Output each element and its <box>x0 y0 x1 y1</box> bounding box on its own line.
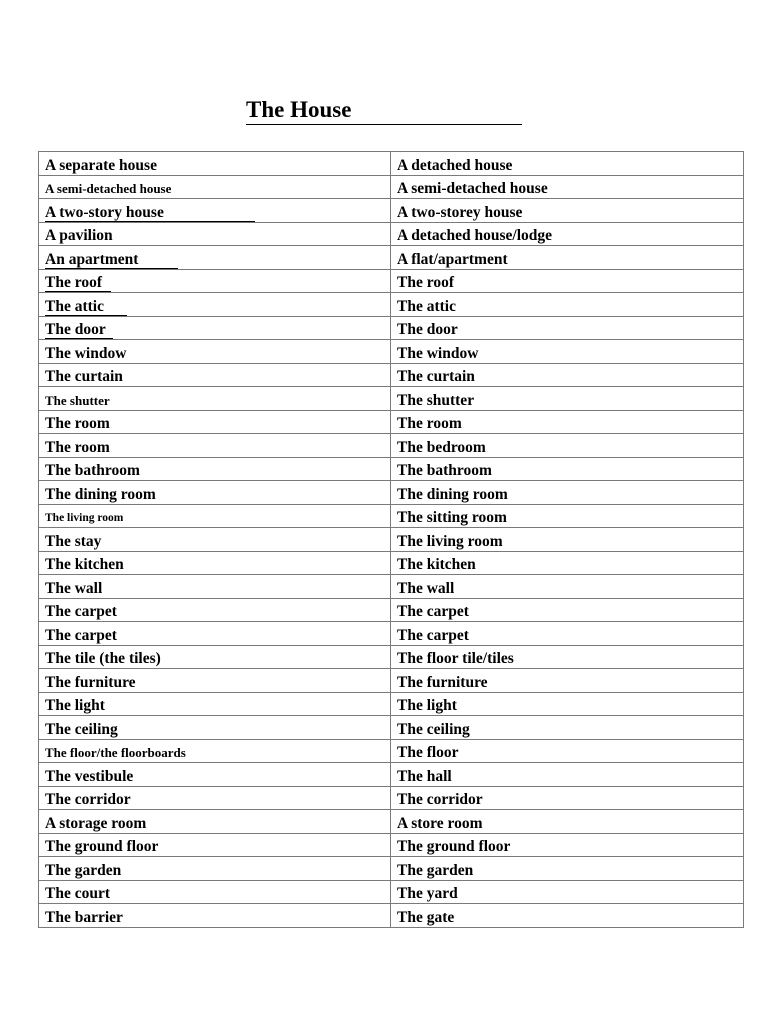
table-row <box>39 880 744 904</box>
term-text: The door <box>45 321 113 339</box>
translation-text: The living room <box>397 532 503 550</box>
table-row <box>39 739 744 763</box>
term-text: The kitchen <box>45 556 124 573</box>
translation-cell <box>391 222 744 246</box>
translation-text: The garden <box>397 861 474 879</box>
term-cell <box>39 880 391 904</box>
table-row <box>39 387 744 411</box>
term-cell <box>39 575 391 599</box>
term-cell <box>39 645 391 669</box>
translation-text: A flat/apartment <box>397 250 508 268</box>
translation-cell <box>391 152 744 176</box>
term-text: The window <box>45 344 127 362</box>
translation-text: The light <box>397 697 457 714</box>
translation-text: The ground floor <box>397 838 511 855</box>
table-row <box>39 669 744 693</box>
table-row <box>39 504 744 528</box>
translation-text: The door <box>397 321 458 338</box>
term-cell <box>39 857 391 881</box>
translation-cell <box>391 598 744 622</box>
translation-cell <box>391 363 744 387</box>
term-text: The room <box>45 415 110 432</box>
term-text: The vestibule <box>45 767 134 785</box>
table-row <box>39 833 744 857</box>
translation-text: The shutter <box>397 391 475 409</box>
table-row <box>39 786 744 810</box>
translation-text: The floor <box>397 744 459 761</box>
term-text: The ceiling <box>45 720 118 738</box>
translation-text: The sitting room <box>397 509 507 526</box>
translation-text: The yard <box>397 885 458 902</box>
term-cell <box>39 692 391 716</box>
translation-cell <box>391 528 744 552</box>
translation-cell <box>391 669 744 693</box>
translation-cell <box>391 269 744 293</box>
vocabulary-table <box>38 151 744 928</box>
term-cell <box>39 269 391 293</box>
table-row <box>39 175 744 199</box>
table-row <box>39 199 744 223</box>
page-title: The House <box>246 97 522 125</box>
table-row <box>39 810 744 834</box>
table-row <box>39 434 744 458</box>
vocabulary-rows <box>39 152 744 928</box>
term-text: The attic <box>45 298 127 316</box>
table-row <box>39 551 744 575</box>
term-cell <box>39 363 391 387</box>
table-row <box>39 481 744 505</box>
term-text: The shutter <box>45 392 110 408</box>
term-cell <box>39 598 391 622</box>
translation-text: The corridor <box>397 791 483 808</box>
term-text: The bathroom <box>45 462 140 479</box>
translation-text: A store room <box>397 814 483 832</box>
table-row <box>39 410 744 434</box>
translation-text: The ceiling <box>397 720 470 738</box>
translation-text: The furniture <box>397 673 488 691</box>
term-text: A two-story house <box>45 204 255 222</box>
term-cell <box>39 387 391 411</box>
translation-cell <box>391 880 744 904</box>
translation-text: The room <box>397 415 462 432</box>
translation-cell <box>391 692 744 716</box>
translation-text: A two-storey house <box>397 203 523 221</box>
term-text: The wall <box>45 579 103 597</box>
translation-text: The carpet <box>397 626 469 644</box>
term-text: The tile (the tiles) <box>45 650 161 667</box>
translation-cell <box>391 622 744 646</box>
translation-cell <box>391 786 744 810</box>
translation-cell <box>391 199 744 223</box>
translation-cell <box>391 246 744 270</box>
translation-cell <box>391 457 744 481</box>
term-text: The dining room <box>45 485 156 503</box>
translation-text: The bathroom <box>397 462 492 479</box>
table-row <box>39 528 744 552</box>
term-cell <box>39 152 391 176</box>
translation-text: The bedroom <box>397 438 486 456</box>
translation-cell <box>391 716 744 740</box>
table-row <box>39 457 744 481</box>
table-row <box>39 598 744 622</box>
translation-cell <box>391 904 744 928</box>
term-cell <box>39 833 391 857</box>
term-text: A separate house <box>45 156 157 174</box>
table-row <box>39 763 744 787</box>
translation-cell <box>391 387 744 411</box>
term-cell <box>39 434 391 458</box>
translation-text: The dining room <box>397 485 508 503</box>
term-cell <box>39 669 391 693</box>
term-text: The garden <box>45 861 122 879</box>
term-text: The room <box>45 438 110 456</box>
term-cell <box>39 199 391 223</box>
term-cell <box>39 786 391 810</box>
term-text: The curtain <box>45 368 123 385</box>
term-text: The light <box>45 697 105 714</box>
translation-cell <box>391 551 744 575</box>
term-text: The living room <box>45 512 124 524</box>
table-row <box>39 857 744 881</box>
translation-cell <box>391 810 744 834</box>
table-row <box>39 622 744 646</box>
translation-cell <box>391 316 744 340</box>
translation-cell <box>391 763 744 787</box>
translation-text: The floor tile/tiles <box>397 650 514 667</box>
term-cell <box>39 504 391 528</box>
term-text: The roof <box>45 274 111 292</box>
term-text: A pavilion <box>45 227 113 244</box>
translation-cell <box>391 575 744 599</box>
term-cell <box>39 551 391 575</box>
table-row <box>39 152 744 176</box>
translation-text: The hall <box>397 767 452 785</box>
term-cell <box>39 457 391 481</box>
term-text: A storage room <box>45 814 147 832</box>
term-cell <box>39 175 391 199</box>
translation-cell <box>391 645 744 669</box>
translation-text: The attic <box>397 297 456 315</box>
translation-cell <box>391 340 744 364</box>
term-text: The carpet <box>45 603 117 620</box>
term-text: The floor/the floorboards <box>45 745 186 760</box>
term-cell <box>39 316 391 340</box>
term-cell <box>39 410 391 434</box>
translation-cell <box>391 293 744 317</box>
term-text: The ground floor <box>45 838 159 855</box>
table-row <box>39 222 744 246</box>
term-cell <box>39 622 391 646</box>
term-text: An apartment <box>45 251 178 269</box>
term-cell <box>39 528 391 552</box>
table-row <box>39 692 744 716</box>
table-row <box>39 340 744 364</box>
translation-text: A detached house/lodge <box>397 227 553 244</box>
term-cell <box>39 763 391 787</box>
term-cell <box>39 340 391 364</box>
term-cell <box>39 810 391 834</box>
table-row <box>39 716 744 740</box>
translation-text: The window <box>397 344 479 362</box>
term-cell <box>39 246 391 270</box>
translation-cell <box>391 857 744 881</box>
term-cell <box>39 481 391 505</box>
term-text: The stay <box>45 532 102 550</box>
table-row <box>39 575 744 599</box>
term-cell <box>39 904 391 928</box>
table-row <box>39 363 744 387</box>
translation-text: A semi-detached house <box>397 180 548 197</box>
term-cell <box>39 222 391 246</box>
translation-cell <box>391 434 744 458</box>
table-row <box>39 246 744 270</box>
translation-text: A detached house <box>397 156 513 174</box>
table-row <box>39 316 744 340</box>
term-cell <box>39 716 391 740</box>
term-text: The furniture <box>45 673 136 691</box>
table-row <box>39 645 744 669</box>
table-row <box>39 293 744 317</box>
translation-text: The roof <box>397 274 454 291</box>
translation-text: The carpet <box>397 603 469 620</box>
translation-cell <box>391 481 744 505</box>
translation-cell <box>391 410 744 434</box>
term-cell <box>39 293 391 317</box>
translation-cell <box>391 175 744 199</box>
term-text: The barrier <box>45 908 123 926</box>
table-row <box>39 269 744 293</box>
table-row <box>39 904 744 928</box>
term-text: The corridor <box>45 791 131 808</box>
translation-cell <box>391 504 744 528</box>
term-text: The court <box>45 885 111 902</box>
term-cell <box>39 739 391 763</box>
translation-text: The kitchen <box>397 556 476 573</box>
term-text: A semi-detached house <box>45 181 172 196</box>
translation-text: The wall <box>397 579 455 597</box>
term-text: The carpet <box>45 626 117 644</box>
translation-text: The gate <box>397 908 455 926</box>
translation-cell <box>391 833 744 857</box>
translation-text: The curtain <box>397 368 475 385</box>
translation-cell <box>391 739 744 763</box>
